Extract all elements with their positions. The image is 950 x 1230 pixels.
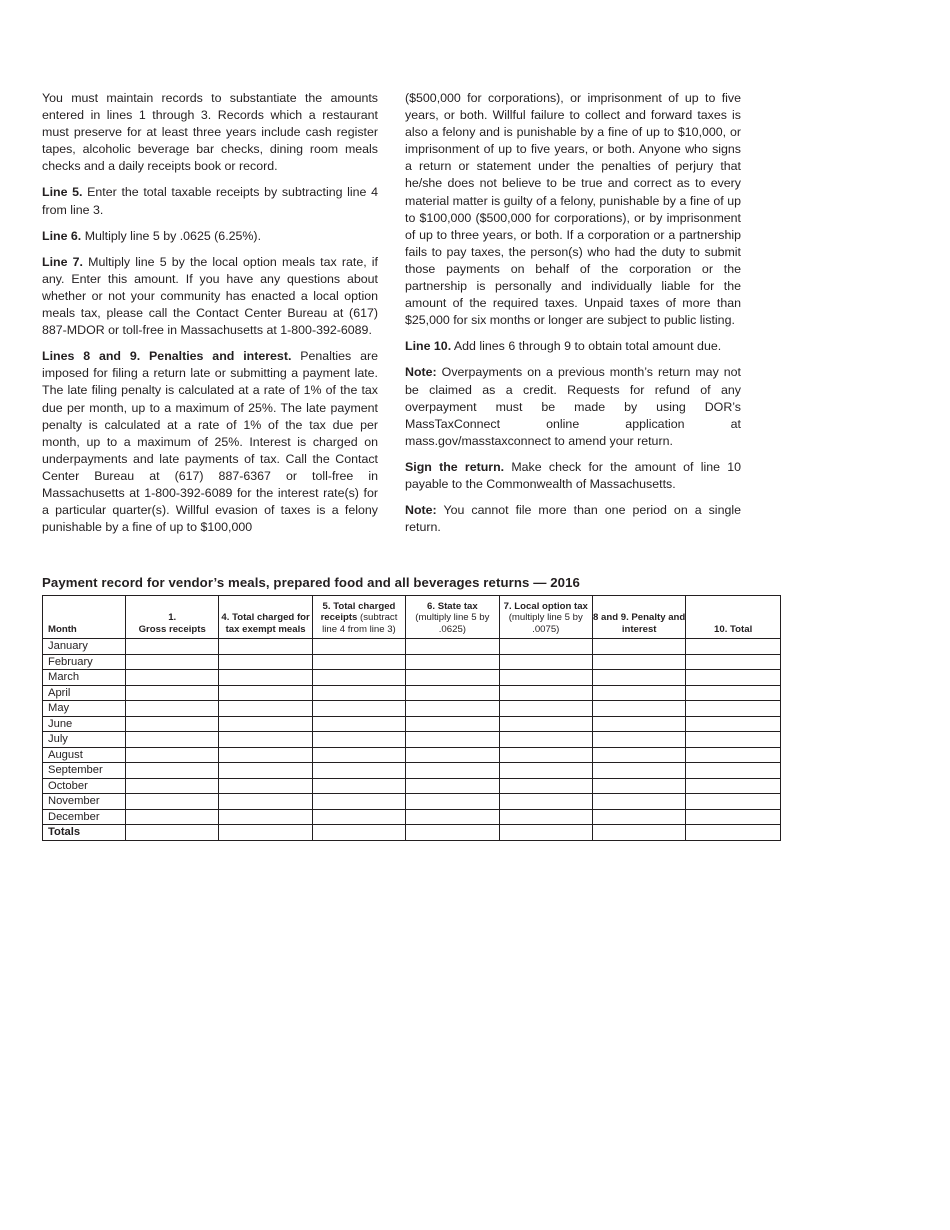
state-tax-cell[interactable]: [406, 747, 499, 763]
local-option-tax-cell[interactable]: [499, 809, 592, 825]
tax-exempt-meals-cell[interactable]: [219, 778, 312, 794]
total-charged-receipts-cell[interactable]: [312, 732, 405, 748]
gross-receipts-cell[interactable]: [126, 825, 219, 841]
payment-record-table: [42, 595, 781, 841]
month-label: October: [43, 778, 126, 794]
table-row: [43, 654, 781, 670]
state-tax-cell[interactable]: [406, 654, 499, 670]
gross-receipts-cell[interactable]: [126, 685, 219, 701]
tax-exempt-meals-cell[interactable]: [219, 763, 312, 779]
total-cell[interactable]: [686, 794, 781, 810]
gross-receipts-column-header: 1. Gross receipts: [126, 596, 219, 639]
single-period-note-paragraph: Note: You cannot file more than one period on a single return.: [405, 503, 741, 535]
sign-return-label: Sign the return.: [405, 459, 505, 474]
state-tax-cell[interactable]: [406, 778, 499, 794]
sign-return-paragraph: Sign the return. Make check for the amount of line 10 payable to the Commonwealth of Massachusetts.: [405, 459, 741, 491]
local-option-tax-cell[interactable]: [499, 639, 592, 655]
penalty-interest-cell[interactable]: [592, 716, 685, 732]
table-row: [43, 763, 781, 779]
table-row: [43, 809, 781, 825]
month-label: July: [43, 732, 126, 748]
total-charged-receipts-cell[interactable]: [312, 685, 405, 701]
table-row: [43, 716, 781, 732]
penalty-interest-cell[interactable]: [592, 685, 685, 701]
tax-exempt-meals-cell[interactable]: [219, 747, 312, 763]
tax-exempt-meals-column-header: 4. Total charged for tax exempt meals: [219, 596, 312, 639]
tax-exempt-meals-cell[interactable]: [219, 794, 312, 810]
total-charged-receipts-column-header: 5. Total charged receipts (subtract line 4 from line 3): [312, 596, 405, 639]
tax-exempt-meals-cell[interactable]: [219, 825, 312, 841]
local-option-tax-cell[interactable]: [499, 794, 592, 810]
state-tax-cell[interactable]: [406, 794, 499, 810]
tax-exempt-meals-cell[interactable]: [219, 732, 312, 748]
line6-paragraph: Line 6. Multiply line 5 by .0625 (6.25%).: [42, 228, 262, 243]
tax-exempt-meals-cell[interactable]: [219, 716, 312, 732]
total-charged-receipts-cell[interactable]: [312, 809, 405, 825]
local-option-tax-cell[interactable]: [499, 701, 592, 717]
total-charged-receipts-cell[interactable]: [312, 747, 405, 763]
line7-paragraph: Line 7. Multiply line 5 by the local option meals tax rate, if any. Enter this amount. If you have any questions about whether or not your community has enacted a local option meals tax, please call the Contact Center Bureau at (617) 887-MDOR or toll-free in Massachusetts at 1-800-392-6089.: [42, 254, 379, 338]
tax-exempt-meals-cell[interactable]: [219, 809, 312, 825]
line89-label: Lines 8 and 9. Penalties and interest.: [42, 349, 292, 364]
state-tax-cell[interactable]: [406, 685, 499, 701]
overpayment-note-paragraph: Note: Overpayments on a previous month’s return may not be claimed as a credit. Requests for refund of any overpayment must be made by using DOR’s MassTaxConnect online application at mass.gov/masstaxconnect to amend your return.: [405, 365, 741, 448]
local-option-tax-cell[interactable]: [499, 685, 592, 701]
month-label: September: [43, 763, 126, 779]
tax-exempt-meals-cell[interactable]: [219, 701, 312, 717]
gross-receipts-cell[interactable]: [126, 763, 219, 779]
gross-receipts-cell[interactable]: [126, 701, 219, 717]
table-row: [43, 685, 781, 701]
total-cell[interactable]: [686, 654, 781, 670]
state-tax-cell[interactable]: [406, 825, 499, 841]
local-option-tax-cell[interactable]: [499, 732, 592, 748]
total-cell[interactable]: [686, 716, 781, 732]
month-column-header: Month: [43, 596, 126, 639]
gross-receipts-cell[interactable]: [126, 794, 219, 810]
gross-receipts-cell[interactable]: [126, 639, 219, 655]
state-tax-column-header: 6. State tax (multiply line 5 by .0625): [406, 596, 499, 639]
total-charged-receipts-cell[interactable]: [312, 670, 405, 686]
month-label: January: [43, 639, 126, 655]
total-charged-receipts-cell[interactable]: [312, 701, 405, 717]
month-rows: [43, 639, 781, 841]
total-cell[interactable]: [686, 685, 781, 701]
total-charged-receipts-cell[interactable]: [312, 654, 405, 670]
penalty-interest-cell[interactable]: [592, 794, 685, 810]
line5-label: Line 5.: [42, 185, 83, 200]
penalties-continuation-paragraph: ($500,000 for corporations), or imprisonment of up to five years, or both. Willful failure to collect and forward taxes is also a felony and is punishable by a fine of up to $10,000, or imprisonment of up to five years, or both. Anyone who signs a return or statement under the penalties of perjury that he/she does not believe to be true and correct as to every material matter is guilty of a felony, punishable by a fine of up to $100,000 ($500,000 for corporations), or by imprisonment of up to three years, or both. If a corporation or a partnership fails to pay taxes, the person(s) who had the duty to submit those payments on behalf of the corporation or the partnership is personally and individually liable for the amount of the required taxes. Unpaid taxes of more than $25,000 for six months or longer are subject to public listing.: [405, 91, 741, 328]
local-option-tax-cell[interactable]: [499, 654, 592, 670]
gross-receipts-cell[interactable]: [126, 670, 219, 686]
header-row: [43, 596, 781, 639]
local-option-tax-cell[interactable]: [499, 670, 592, 686]
local-option-tax-cell[interactable]: [499, 747, 592, 763]
line7-label: Line 7.: [42, 254, 83, 269]
payment-record-title: Payment record for vendor’s meals, prepared food and all beverages returns — 2016: [42, 575, 580, 590]
total-cell[interactable]: [686, 732, 781, 748]
state-tax-cell[interactable]: [406, 716, 499, 732]
table-row: [43, 747, 781, 763]
month-label: March: [43, 670, 126, 686]
month-label: August: [43, 747, 126, 763]
total-cell[interactable]: [686, 670, 781, 686]
total-cell[interactable]: [686, 639, 781, 655]
state-tax-cell[interactable]: [406, 701, 499, 717]
total-cell[interactable]: [686, 809, 781, 825]
note-label: Note:: [405, 503, 437, 518]
penalty-interest-cell[interactable]: [592, 809, 685, 825]
table-row: [43, 701, 781, 717]
instructions-right-column: [405, 90, 741, 545]
local-option-tax-column-header: 7. Local option tax (multiply line 5 by .0075): [499, 596, 592, 639]
penalty-interest-cell[interactable]: [592, 778, 685, 794]
records-paragraph: You must maintain records to substantiate the amounts entered in lines 1 through 3. Records which a restaurant must preserve for at least three years include cash register tapes, alcoholic beverage bar checks, dining room meals checks and a daily receipts book or record.: [42, 91, 378, 174]
total-cell[interactable]: [686, 825, 781, 841]
state-tax-cell[interactable]: [406, 732, 499, 748]
total-charged-receipts-cell[interactable]: [312, 778, 405, 794]
local-option-tax-cell[interactable]: [499, 763, 592, 779]
total-charged-receipts-cell[interactable]: [312, 716, 405, 732]
month-label: May: [43, 701, 126, 717]
table-row: [43, 778, 781, 794]
month-label: February: [43, 654, 126, 670]
penalty-interest-cell[interactable]: [592, 825, 685, 841]
line6-label: Line 6.: [42, 228, 82, 243]
instructions-left-column: [42, 90, 378, 545]
penalty-interest-cell[interactable]: [592, 732, 685, 748]
local-option-tax-cell[interactable]: [499, 825, 592, 841]
totals-row: [43, 825, 781, 841]
penalty-interest-cell[interactable]: [592, 763, 685, 779]
gross-receipts-cell[interactable]: [126, 732, 219, 748]
tax-exempt-meals-cell[interactable]: [219, 639, 312, 655]
local-option-tax-cell[interactable]: [499, 716, 592, 732]
line10-label: Line 10.: [405, 339, 452, 354]
gross-receipts-cell[interactable]: [126, 716, 219, 732]
penalty-interest-cell[interactable]: [592, 654, 685, 670]
table-row: [43, 794, 781, 810]
tax-exempt-meals-cell[interactable]: [219, 670, 312, 686]
gross-receipts-cell[interactable]: [126, 654, 219, 670]
gross-receipts-cell[interactable]: [126, 809, 219, 825]
penalty-interest-cell[interactable]: [592, 670, 685, 686]
total-charged-receipts-cell[interactable]: [312, 794, 405, 810]
note-label: Note:: [405, 365, 437, 380]
state-tax-cell[interactable]: [406, 639, 499, 655]
penalty-interest-cell[interactable]: [592, 701, 685, 717]
total-cell[interactable]: [686, 763, 781, 779]
table-row: [43, 732, 781, 748]
total-cell[interactable]: [686, 778, 781, 794]
state-tax-cell[interactable]: [406, 670, 499, 686]
month-label: June: [43, 716, 126, 732]
month-label: April: [43, 685, 126, 701]
table-row: [43, 670, 781, 686]
total-column-header: 10. Total: [686, 596, 781, 639]
tax-exempt-meals-cell[interactable]: [219, 654, 312, 670]
month-label: December: [43, 809, 126, 825]
penalty-interest-cell[interactable]: [592, 639, 685, 655]
month-label: Totals: [43, 825, 126, 841]
total-charged-receipts-cell[interactable]: [312, 825, 405, 841]
total-cell[interactable]: [686, 701, 781, 717]
total-charged-receipts-cell[interactable]: [312, 639, 405, 655]
state-tax-cell[interactable]: [406, 809, 499, 825]
penalty-interest-cell[interactable]: [592, 747, 685, 763]
month-label: November: [43, 794, 126, 810]
gross-receipts-cell[interactable]: [126, 747, 219, 763]
total-cell[interactable]: [686, 747, 781, 763]
penalty-interest-column-header: 8 and 9. Penalty and interest: [592, 596, 685, 639]
state-tax-cell[interactable]: [406, 763, 499, 779]
line5-paragraph: Line 5. Enter the total taxable receipts by subtracting line 4 from line 3.: [42, 185, 378, 217]
line10-paragraph: Line 10. Add lines 6 through 9 to obtain total amount due.: [405, 339, 722, 354]
table-row: [43, 639, 781, 655]
total-charged-receipts-cell[interactable]: [312, 763, 405, 779]
local-option-tax-cell[interactable]: [499, 778, 592, 794]
gross-receipts-cell[interactable]: [126, 778, 219, 794]
tax-exempt-meals-cell[interactable]: [219, 685, 312, 701]
line89-paragraph: Lines 8 and 9. Penalties and interest. Penalties are imposed for filing a return late or submitting a payment late. The late filing penalty is calculated at a rate of 1% of the tax due per month, up to a maximum of 25%. The late payment penalty is calculated at a rate of 1% of the tax due per month, up to a maximum of 25%. Interest is charged on underpayments and late payments of tax. Call the Contact Center Bureau at (617) 887-6367 or toll-free in Massachusetts at 1-800-392-6089 for the interest rate(s) for a particular quarter(s). Willful evasion of taxes is a felony punishable by a fine of up to $100,000: [42, 349, 378, 535]
